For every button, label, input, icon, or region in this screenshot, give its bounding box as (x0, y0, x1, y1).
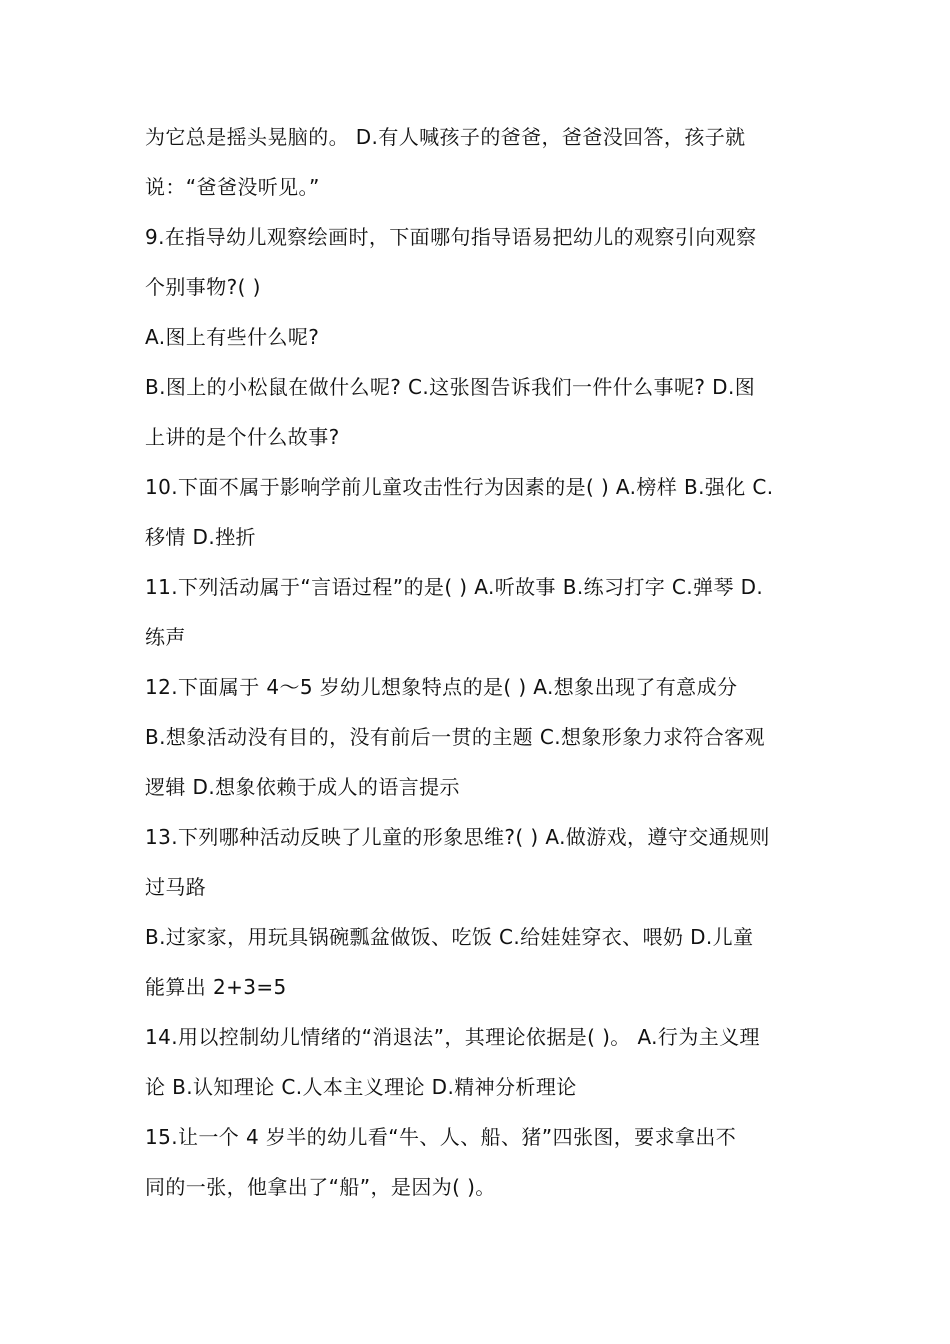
option-line: A.图上有些什么呢? (145, 325, 320, 349)
text-line: 逻辑 D.想象依赖于成人的语言提示 (145, 775, 460, 799)
text-line: 个别事物?( ) (145, 275, 261, 299)
question-10-line: 10.下面不属于影响学前儿童攻击性行为因素的是( ) A.榜样 B.强化 C. (145, 475, 774, 499)
text-line: 移情 D.挫折 (145, 525, 256, 549)
question-9-line: 9.在指导幼儿观察绘画时，下面哪句指导语易把幼儿的观察引向观察 (145, 225, 757, 249)
text-line: 练声 (145, 625, 186, 649)
text-line: 同的一张，他拿出了“船”，是因为( )。 (145, 1175, 496, 1199)
option-line: B.想象活动没有目的，没有前后一贯的主题 C.想象形象力求符合客观 (145, 725, 765, 749)
option-line: B.过家家，用玩具锅碗瓢盆做饭、吃饭 C.给娃娃穿衣、喂奶 D.儿童 (145, 925, 754, 949)
text-line: 论 B.认知理论 C.人本主义理论 D.精神分析理论 (145, 1075, 577, 1099)
question-13-line: 13.下列哪种活动反映了儿童的形象思维?( ) A.做游戏，遵守交通规则 (145, 825, 770, 849)
document-body (145, 112, 810, 1212)
question-12-line: 12.下面属于 4～5 岁幼儿想象特点的是( ) A.想象出现了有意成分 (145, 675, 738, 699)
question-14-line: 14.用以控制幼儿情绪的“消退法”，其理论依据是( )。 A.行为主义理 (145, 1025, 760, 1049)
text-line: 过马路 (145, 875, 207, 899)
text-line: 说：“爸爸没听见。” (145, 175, 320, 199)
text-line: 能算出 2+3=5 (145, 975, 287, 999)
text-line: 上讲的是个什么故事? (145, 425, 340, 449)
option-line: B.图上的小松鼠在做什么呢? C.这张图告诉我们一件什么事呢? D.图 (145, 375, 756, 399)
question-15-line: 15.让一个 4 岁半的幼儿看“牛、人、船、猪”四张图，要求拿出不 (145, 1125, 737, 1149)
question-11-line: 11.下列活动属于“言语过程”的是( ) A.听故事 B.练习打字 C.弹琴 D. (145, 575, 764, 599)
text-line: 为它总是摇头晃脑的。 D.有人喊孩子的爸爸，爸爸没回答，孩子就 (145, 125, 746, 149)
